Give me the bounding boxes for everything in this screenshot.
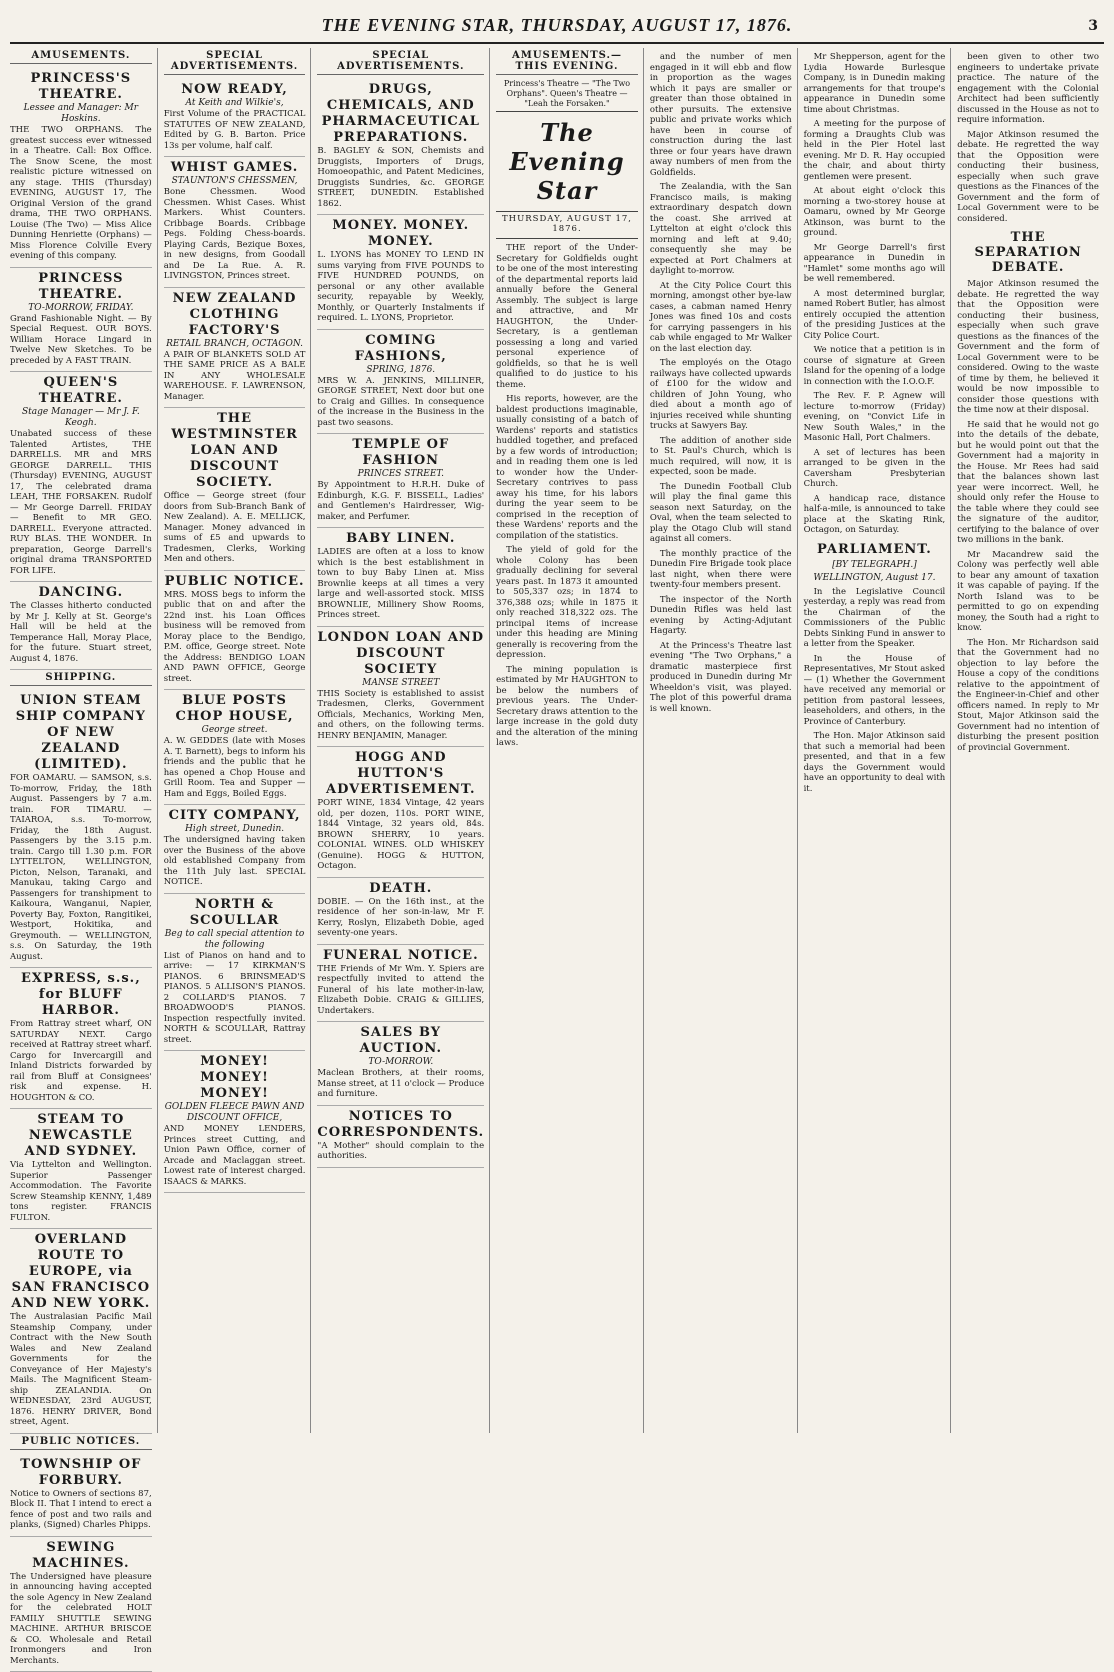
ad-body: From Rattray street wharf, ON SATURDAY NEXT. Cargo received at Rattray street wharf. Cargo for Invercargill and Inland Districts forwarded by rail from Bluff at Consignees' risk and expense. H. HOUGHTON & CO. (10, 1019, 152, 1103)
parliament-dateline: WELLINGTON, August 17. (804, 573, 946, 583)
parliament-title: PARLIAMENT. (804, 542, 946, 557)
ad-body: B. BAGLEY & SON, Chemists and Druggists, Importers of Drugs, Homoeopathic, and Patent Medicines, Druggists Sundries, &c. GEORGE STREET, DUNEDIN. Established 1862. (317, 146, 484, 209)
nameplate: The Evening Star (496, 112, 638, 212)
ad-body: AND MONEY LENDERS, Princes street Cutting, and Union Pawn Office, corner of Arcade and Maclaggan street. Lowest rate of interest charged. ISAACS & MARKS. (164, 1124, 306, 1187)
ad-subheading: Lessee and Manager: Mr Hoskins. (10, 103, 152, 125)
ad-body: "A Mother" should complain to the authorities. (317, 1141, 484, 1162)
ad-heading: THE WESTMINSTER LOAN AND DISCOUNT SOCIETY. (164, 411, 306, 491)
ad-body: By Appointment to H.R.H. Duke of Edinburgh, K.G. F. BISSELL, Ladies' and Gentlemen's Hairdresser, Wig-maker, and Perfumer. (317, 480, 484, 522)
ad-body: LADIES are often at a loss to know which is the best establishment in town to buy Baby Linen at. Miss Brownlie keeps at all times a very large and well-assorted stock. MISS BROWNLIE, Millinery Show Rooms, Princes street. (317, 547, 484, 621)
parliament-paragraph: In the House of Representatives, Mr Stout asked — (1) Whether the Government have received any memorial or petition from pastoral lessees, leaseholders, and others, in the Province of Canterbury. (804, 654, 946, 728)
special-ad (164, 288, 306, 409)
news-paragraph: The Zealandia, with the San Francisco mails, is making extraordinary despatch down the coast. She arrived at Lyttelton at eight o'clock this morning and left at 9.40; consequently she may be expected at Port Chalmers at daylight to-morrow. (650, 182, 792, 277)
ad-body: THIS Society is established to assist Tradesmen, Clerks, Government Officials, Mechanics, Working Men, and others, on the following terms. HENRY BENJAMIN, Manager. (317, 689, 484, 742)
ad-heading: PUBLIC NOTICE. (164, 574, 306, 590)
special-ad (317, 878, 484, 945)
ad-subheading: MANSE STREET (317, 678, 484, 689)
ad-subheading: At Keith and Wilkie's, (164, 98, 306, 109)
column-5 (650, 48, 798, 1433)
news-paragraph: At the City Police Court this morning, amongst other bye-law cases, a cabman named Henry Jones was fined 10s and costs for carrying passengers in his cab while engaged to Mr Walker on the last election day. (650, 281, 792, 355)
special-ad (164, 1051, 306, 1193)
ad-body: The Undersigned have pleasure in announcing having accepted the sole Agency in New Zealand for the celebrated HOLT FAMILY SHUTTLE SEWING MACHINE. ARTHUR BRISCOE & CO. Wholesale and Retail Ironmongers and Iron Merchants. (10, 1572, 152, 1667)
ad-subheading: Stage Manager — Mr J. F. Keogh. (10, 407, 152, 429)
news-paragraph: At about eight o'clock this morning a two-storey house at Oamaru, owned by Mr George Atkinson, was burnt to the ground. (804, 186, 946, 239)
shipping-ad (10, 1229, 152, 1434)
ad-subheading: Beg to call special attention to the following (164, 929, 306, 951)
ad-heading: SEWING MACHINES. (10, 1540, 152, 1572)
ad-heading: CITY COMPANY, (164, 808, 306, 824)
news-paragraph: been given to other two engineers to undertake private practice. The nature of the engagement with the Colonial Architect had been sufficiently discussed in the House as not to require information. (957, 52, 1099, 126)
ad-heading: NOTICES TO CORRESPONDENTS. (317, 1109, 484, 1141)
ad-heading: PRINCESS THEATRE. (10, 271, 152, 303)
ad-subheading: STAUNTON'S CHESSMEN, (164, 176, 306, 187)
special-ad (317, 79, 484, 215)
ad-body: THE Friends of Mr Wm. Y. Spiers are respectfully invited to attend the Funeral of his late mother-in-law, Elizabeth Dobie. CRAIG & GILLIES, Undertakers. (317, 964, 484, 1017)
news-paragraph: A set of lectures has been arranged to be given in the Caversham Presbyterian Church. (804, 448, 946, 490)
separation-debate-title: THE SEPARATION DEBATE. (957, 230, 1099, 275)
ad-heading: UNION STEAM SHIP COMPANY OF NEW ZEALAND (LIMITED). (10, 693, 152, 773)
leader-paragraph: THE report of the Under-Secretary for Goldfields ought to be one of the most interesting of the departmental reports laid annually before the General Assembly. The subject is large and attractive, and Mr HAUGHTON, the Under-Secretary, is a gentleman possessing a long and varied personal experience of goldfields, so that he is well qualified to do justice to his theme. (496, 243, 638, 390)
parliament-paragraph: In the Legislative Council yesterday, a reply was read from the Chairman of the Commissioners of the Public Debts Sinking Fund in answer to a letter from the Speaker. (804, 587, 946, 650)
special-ad (317, 330, 484, 435)
ad-body: Grand Fashionable Night. — By Special Request. OUR BOYS. William Horace Lingard in Twelve New Sketches. To be preceded by A FAST TRAIN. (10, 314, 152, 367)
news-paragraph: We notice that a petition is in course of signature at Green Island for the opening of a lodge in connection with the I.O.O.F. (804, 345, 946, 387)
special-ad (317, 434, 484, 528)
special-ad (317, 528, 484, 627)
ad-body: A PAIR OF BLANKETS SOLD AT THE SAME PRICE AS A BALE IN ANY WHOLESALE WAREHOUSE. F. LAWRENSON, Manager. (164, 350, 306, 403)
news-paragraph: The Dunedin Football Club will play the final game this season next Saturday, on the Oval, when the team selected to play the Otago Club will stand against all comers. (650, 482, 792, 545)
special-ad (317, 627, 484, 748)
masthead-title: THE EVENING STAR, THURSDAY, AUGUST 17, 1876. (322, 15, 793, 36)
ad-subheading: GOLDEN FLEECE PAWN AND DISCOUNT OFFICE, (164, 1102, 306, 1124)
special-ad (317, 945, 484, 1023)
debate-paragraph: Mr Macandrew said the Colony was perfectly well able to bear any amount of taxation it was capable of paying. If the North Island was to be permitted to go on expending money, the South had a right to know. (957, 550, 1099, 634)
ad-heading: SALES BY AUCTION. (317, 1025, 484, 1057)
debate-paragraph: He said that he would not go into the details of the debate, but he would point out that the Government had a majority in the House. Mr Rees had said that the balances shown last year were incorrect. Well, he should only refer the House to the table where they could see the signature of the auditor, certifying to the balance of over two millions in the bank. (957, 420, 1099, 546)
ad-body: Unabated success of these Talented Artistes, THE DARRELLS. MR and MRS GEORGE DARRELL. THIS (Thursday) EVENING, AUGUST 17, The celebrated drama LEAH, THE FORSAKEN. Rudolf — Mr George Darrell. FRIDAY — Benefit to MR GEO. DARRELL. Everyone attracted. RUY BLAS. THE WONDER. In preparation, George Darrell's original drama TRANSPORTED FOR LIFE. (10, 429, 152, 576)
special-ad (164, 79, 306, 157)
special-ad (164, 894, 306, 1052)
shipping-ad (10, 690, 152, 968)
section-head-special-ads-2: SPECIAL ADVERTISEMENTS. (317, 50, 484, 75)
ad-heading: LONDON LOAN AND DISCOUNT SOCIETY (317, 630, 484, 678)
special-ad (164, 805, 306, 894)
leader-paragraph: His reports, however, are the baldest productions imaginable, usually consisting of a batch of Wardens' reports and statistics huddled together, and prefaced by a few words of introduction; and in reading them one is led to wonder how the Under-Secretary contrives to pass away his time, for his labors during the year seem to be comprised in the reception of these Wardens' reports and the compilation of the statistics. (496, 394, 638, 541)
ad-body: FOR OAMARU. — SAMSON, s.s. To-morrow, Friday, the 18th August. Passengers by 7 a.m. train. FOR TIMARU. — TAIAROA, s.s. To-morrow, Friday, the 18th August. Passengers by the 3.15 p.m. train. Cargo till 1.30 p.m. FOR LYTTELTON, WELLINGTON, Picton, Nelson, Taranaki, and Manukau, taking Cargo and Passengers for transhipment to Kaikoura, Wanganui, Napier, Poverty Bay, Foxton, Rangitikei, Westport, Hokitika, and Greymouth. — WELLINGTON, s.s. On Saturday, the 19th August. (10, 773, 152, 962)
ad-heading: STEAM TO NEWCASTLE AND SYDNEY. (10, 1112, 152, 1160)
news-paragraph: A handicap race, distance half-a-mile, is announced to take place at the Skating Rink, Octagon, on Saturday. (804, 494, 946, 536)
leader-paragraph: The mining population is estimated by Mr HAUGHTON to be below the numbers of previous years. The Under-Secretary draws attention to the large increase in the gold duty and the alteration of the mining laws. (496, 665, 638, 749)
ad-heading: OVERLAND ROUTE TO EUROPE, via SAN FRANCISCO AND NEW YORK. (10, 1232, 152, 1312)
ad-heading: HOGG AND HUTTON'S ADVERTISEMENT. (317, 750, 484, 798)
special-ad (164, 408, 306, 571)
public-notice-ad (10, 1454, 152, 1537)
ad-body: MRS W. A. JENKINS, MILLINER, GEORGE STREET, Next door but one to Craig and Gillies. In consequence of the increase in the Business in the past two seasons. (317, 376, 484, 429)
section-head-shipping: SHIPPING. (10, 672, 152, 686)
ad-heading: TEMPLE OF FASHION (317, 437, 484, 469)
leader-paragraph: The yield of gold for the whole Colony has been gradually declining for several years past. In 1873 it amounted to 505,337 ozs; in 1874 to 376,388 ozs; while in 1875 it only reached 318,322 ozs. The principal items of increase under this heading are Mining generally is recovering from the depression. (496, 545, 638, 661)
debate-paragraph: Major Atkinson resumed the debate. He regretted the way that the Opposition were conducting their business, especially when such grave questions as the finances of the Government and the form of Local Government were to be considered. Owing to the waste of time by them, he believed it would be now impossible to consider those questions with the time now at their disposal. (957, 279, 1099, 416)
amusement-ad (10, 68, 152, 268)
column-3 (317, 48, 490, 1433)
special-ad (317, 1106, 484, 1168)
column-1 (10, 48, 158, 1433)
section-head-special-ads: SPECIAL ADVERTISEMENTS. (164, 50, 306, 75)
special-ad (164, 157, 306, 288)
ad-heading: NOW READY, (164, 82, 306, 98)
column-6 (804, 48, 952, 1433)
news-paragraph: The employés on the Otago railways have collected upwards of £100 for the widow and children of John Young, who died about a month ago of injuries received while shunting trucks at Sawyers Bay. (650, 358, 792, 432)
ad-heading: MONEY. MONEY. MONEY. (317, 218, 484, 250)
ad-heading: WHIST GAMES. (164, 160, 306, 176)
ad-heading: NEW ZEALAND CLOTHING FACTORY'S (164, 291, 306, 339)
dateline: THURSDAY, AUGUST 17, 1876. (496, 212, 638, 239)
ad-body: Notice to Owners of sections 87, Block II. That I intend to erect a fence of post and two rails and planks, (Signed) Charles Phipps. (10, 1489, 152, 1531)
ad-subheading: PRINCES STREET. (317, 469, 484, 480)
ad-subheading: TO-MORROW, FRIDAY. (10, 303, 152, 314)
ad-body: The Australasian Pacific Mail Steamship Company, under Contract with the New South Wales and New Zealand Governments for the Conveyance of Her Majesty's Mails. The Magnificent Steam-ship ZEALANDIA. On WEDNESDAY, 23rd AUGUST, 1876. HENRY DRIVER, Bond street, Agent. (10, 1312, 152, 1428)
page-number: 3 (1088, 18, 1098, 34)
special-ad (164, 571, 306, 691)
ad-body: DOBIE. — On the 16th inst., at the residence of her son-in-law, Mr F. Kerry, Roslyn, Elizabeth Dobie, aged seventy-one years. (317, 897, 484, 939)
news-paragraph: Mr Shepperson, agent for the Lydia Howarde Burlesque Company, is in Dunedin making arrangements for that troupe's appearance in Dunedin some time about Christmas. (804, 52, 946, 115)
amusement-ad (10, 582, 152, 670)
special-ad (317, 215, 484, 330)
ad-body: Maclean Brothers, at their rooms, Manse street, at 11 o'clock — Produce and furniture. (317, 1068, 484, 1100)
ad-heading: TOWNSHIP OF FORBURY. (10, 1457, 152, 1489)
ad-heading: QUEEN'S THEATRE. (10, 375, 152, 407)
special-ad (164, 690, 306, 805)
ad-body: The Classes hitherto conducted by Mr J. Kelly at St. George's Hall will be held at the Temperance Hall, Moray Place, for the future. Stuart street, August 4, 1876. (10, 601, 152, 664)
news-paragraph: The monthly practice of the Dunedin Fire Brigade took place last night, when there were twenty-four members present. (650, 549, 792, 591)
ad-body: A. W. GEDDES (late with Moses A. T. Barnett), begs to inform his friends and the public that he has opened a Chop House and Grill Room. Tea and Supper — Ham and Eggs, Boiled Eggs. (164, 736, 306, 799)
news-paragraph: A most determined burglar, named Robert Butler, has almost entirely occupied the attention of the presiding Justices at the City Police Court. (804, 289, 946, 342)
amusement-ad (10, 372, 152, 582)
ad-heading: DEATH. (317, 881, 484, 897)
debate-paragraph: The Hon. Mr Richardson said that the Government had no objection to lay before the House a copy of the conditions relative to the appointment of the Engineer-in-Chief and other officers named. In reply to Mr Stout, Major Atkinson said the Government had no intention of disturbing the present position of provincial Government. (957, 638, 1099, 754)
news-paragraph: The inspector of the North Dunedin Rifles was held last evening by Acting-Adjutant Hagarty. (650, 595, 792, 637)
ad-body: Via Lyttelton and Wellington. Superior Passenger Accommodation. The Favorite Screw Steamship KENNY, 1,489 tons register. FRANCIS FULTON. (10, 1160, 152, 1223)
section-head-public-notices: PUBLIC NOTICES. (10, 1436, 152, 1450)
shipping-ad (10, 968, 152, 1109)
ad-body: The undersigned having taken over the Business of the above old established Company from the 11th July last. SPECIAL NOTICE. (164, 835, 306, 888)
news-paragraph: Major Atkinson resumed the debate. He regretted the way that the Opposition were conducting their business, especially when such grave questions as the Finances of the Government and the form of Local Government were to be considered. (957, 130, 1099, 225)
ad-body: MRS. MOSS begs to inform the public that on and after the 22nd inst. his Loan Offices business will be removed from Moray place to the Bendigo, P.M. office, George street. Note the Address: BENDIGO LOAN AND PAWN OFFICE, George street. (164, 590, 306, 685)
news-paragraph: At the Princess's Theatre last evening "The Two Orphans," a dramatic masterpiece first produced in Dunedin during Mr Wheeldon's visit, was played. The plot of this powerful drama is well known. (650, 641, 792, 715)
news-paragraph: Mr George Darrell's first appearance in Dunedin in "Hamlet" some months ago will be well remembered. (804, 243, 946, 285)
ad-subheading: High street, Dunedin. (164, 824, 306, 835)
amusement-ad (10, 268, 152, 373)
ad-body: L. LYONS has MONEY TO LEND IN sums varying from FIVE POUNDS to FIVE HUNDRED POUNDS, on personal or any other available security, repayable by Weekly, Monthly, or Quarterly Instalments if required. L. LYONS, Proprietor. (317, 250, 484, 324)
columns (10, 48, 1104, 1433)
ad-subheading: SPRING, 1876. (317, 365, 484, 376)
ad-body: First Volume of the PRACTICAL STATUTES OF NEW ZEALAND, Edited by G. B. Barton. Price 13s per volume, half calf. (164, 109, 306, 151)
ad-heading: COMING FASHIONS, (317, 333, 484, 365)
ad-heading: NORTH & SCOULLAR (164, 897, 306, 929)
public-notice-ad (10, 1537, 152, 1672)
column-4 (496, 48, 644, 1433)
ad-heading: EXPRESS, s.s., for BLUFF HARBOR. (10, 971, 152, 1019)
ad-heading: BABY LINEN. (317, 531, 484, 547)
special-ad (317, 1022, 484, 1106)
ad-heading: BLUE POSTS CHOP HOUSE, (164, 693, 306, 725)
ad-heading: DANCING. (10, 585, 152, 601)
parliament-subtitle: [BY TELEGRAPH.] (804, 560, 946, 570)
ad-body: List of Pianos on hand and to arrive: — 17 KIRKMAN'S PIANOS. 6 BRINSMEAD'S PIANOS. 5 ALLISON'S PIANOS. 2 COLLARD'S PIANOS. 7 BROADWOOD'S PIANOS. Inspection respectfully invited. NORTH & SCOULLAR, Rattray street. (164, 951, 306, 1046)
ad-body: Office — George street (four doors from Sub-Branch Bank of New Zealand). A. E. MELLICK, Manager. Money advanced in sums of £5 and upwards to Tradesmen, Clerks, Working Men and others. (164, 491, 306, 565)
section-head-amusements-evening: AMUSEMENTS.—THIS EVENING. (496, 50, 638, 75)
news-paragraph: A meeting for the purpose of forming a Draughts Club was held in the Pier Hotel last evening. Mr D. R. Hay occupied the chair, and about thirty gentlemen were present. (804, 119, 946, 182)
news-paragraph: The addition of another side to St. Paul's Church, which is much required, will now, it is expected, soon be made. (650, 436, 792, 478)
section-head-amusements: AMUSEMENTS. (10, 50, 152, 64)
shipping-ad (10, 1109, 152, 1229)
special-ad (317, 747, 484, 878)
masthead (10, 8, 1104, 44)
ad-heading: MONEY! MONEY! MONEY! (164, 1054, 306, 1102)
ad-body: Bone Chessmen. Wood Chessmen. Whist Cases. Whist Markers. Whist Counters. Cribbage Boards. Cribbage Pegs. Folding Chess-boards. Playing Cards, Bezique Boxes, in new designs, from Goodall and De La Rue. A. R. LIVINGSTON, Princes street. (164, 187, 306, 282)
ad-subheading: RETAIL BRANCH, OCTAGON. (164, 339, 306, 350)
column-2 (164, 48, 312, 1433)
ad-heading: DRUGS, CHEMICALS, AND PHARMACEUTICAL PREPARATIONS. (317, 82, 484, 146)
ad-body: PORT WINE, 1834 Vintage, 42 years old, per dozen, 110s. PORT WINE, 1844 Vintage, 32 years old, 84s. BROWN SHERRY, 10 years. COLONIAL WINES. OLD WHISKEY (Genuine). HOGG & HUTTON, Octagon. (317, 798, 484, 872)
amusements-listing: Princess's Theatre — "The Two Orphans". Queen's Theatre — "Leah the Forsaken." (496, 79, 638, 112)
ad-heading: FUNERAL NOTICE. (317, 948, 484, 964)
news-paragraph: and the number of men engaged in it will ebb and flow in proportion as the wages which it pays are smaller or greater than those obtained in other pursuits. The extensive public and private works which have been in course of construction during the last three or four years have drawn away numbers of men from the Goldfields. (650, 52, 792, 178)
column-7 (957, 48, 1104, 1433)
ad-subheading: George street. (164, 725, 306, 736)
parliament-paragraph: The Hon. Major Atkinson said that such a memorial had been presented, and that in a few days the Government would have an opportunity to deal with it. (804, 731, 946, 794)
ad-heading: PRINCESS'S THEATRE. (10, 71, 152, 103)
ad-body: THE TWO ORPHANS. The greatest success ever witnessed in a Theatre. Call: Box Office. The Snow Scene, the most realistic picture witnessed on any stage. THIS (Thursday) EVENING, AUGUST 17, The Original Version of the grand drama, THE TWO ORPHANS. Louise (The Two) — Miss Alice Dunning Henriette (Orphans) — Miss Florence Colville Every evening of this company. (10, 125, 152, 262)
news-paragraph: The Rev. F. P. Agnew will lecture to-morrow (Friday) evening, on "Convict Life in New South Wales," in the Masonic Hall, Port Chalmers. (804, 391, 946, 444)
ad-subheading: TO-MORROW. (317, 1057, 484, 1068)
